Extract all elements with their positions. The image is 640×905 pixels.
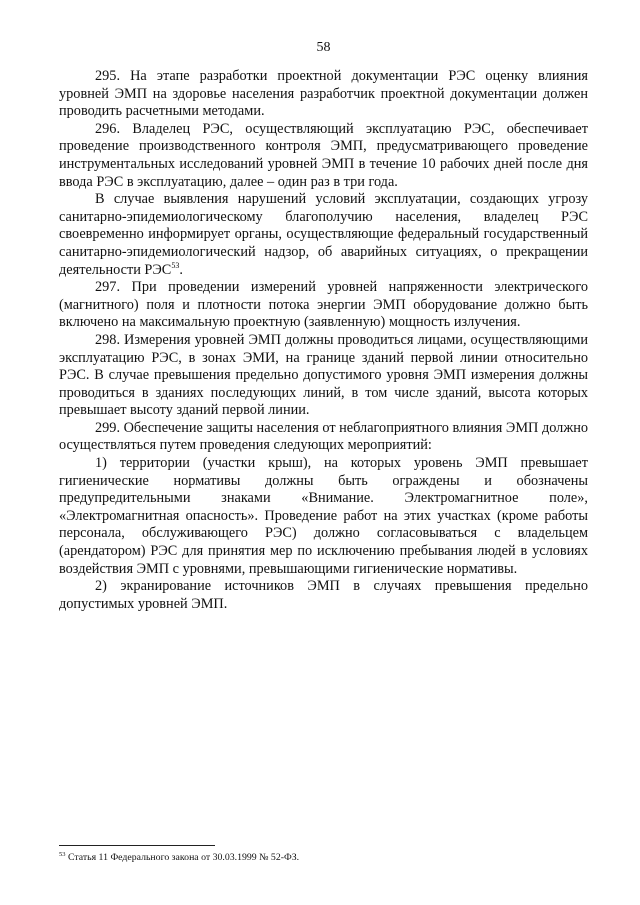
paragraph-298: 298. Измерения уровней ЭМП должны проводиться лицами, осуществляющими эксплуатацию РЭС, в зонах ЭМИ, на границе зданий первой линии относительно РЭС. В случае превышения предельно допустимого уровня ЭМП измерения должны проводиться в зданиях последующих линий, в том числе зданий, высота которых превышает высоту зданий первой линии. xyxy=(59,331,588,419)
paragraph-299-item-1: 1) территории (участки крыш), на которых уровень ЭМП превышает гигиенические нормативы должны быть ограждены и обозначены предупредительными знаками «Внимание. Электромагнитное поле», «Электромагнитная опасность». Проведение работ на этих участках (кроме работы персонала, обслуживающего РЭС) должно согласовываться с владельцем (арендатором) РЭС для принятия мер по исключению пребывания людей в условиях воздействия ЭМП с уровнями, превышающими гигиенические нормативы. xyxy=(59,455,588,577)
paragraph-296-continuation-text: В случае выявления нарушений условий эксплуатации, создающих угрозу санитарно-эпидемиологическому благополучию населения, владелец РЭС своевременно информирует органы, осуществляющие федеральный государственный санитарно-эпидемиологический надзор, об аварийных ситуациях, о прекращении деятельности РЭС xyxy=(59,191,588,278)
paragraph-295: 295. На этапе разработки проектной документации РЭС оценку влияния уровней ЭМП на здоровье населения разработчик проектной документации должен проводить расчетными методами. xyxy=(59,68,588,120)
body-text xyxy=(59,68,588,613)
footnote-reference: 53 xyxy=(171,260,180,270)
footnote xyxy=(59,852,299,864)
paragraph-299-item-2: 2) экранирование источников ЭМП в случаях превышения предельно допустимых уровней ЭМП. xyxy=(59,578,588,612)
page-number: 58 xyxy=(316,40,331,55)
paragraph-296: 296. Владелец РЭС, осуществляющий эксплуатацию РЭС, обеспечивает проведение производственного контроля ЭМП, предусматривающего проведение инструментальных исследований уровней ЭМП в течение 10 рабочих дней после дня ввода РЭС в эксплуатацию, далее – один раз в три года. xyxy=(59,120,588,190)
footnote-text: Статья 11 Федерального закона от 30.03.1999 № 52-ФЗ. xyxy=(67,852,300,863)
paragraph-296-continuation: В случае выявления нарушений условий эксплуатации, создающих угрозу санитарно-эпидемиологическому благополучию населения, владелец РЭС своевременно информирует органы, осуществляющие федеральный государственный санитарно-эпидемиологический надзор, об аварийных ситуациях, о прекращении деятельности РЭС$^{53}$. xyxy=(59,191,588,278)
paragraph-299: 299. Обеспечение защиты населения от неблагоприятного влияния ЭМП должно осуществляться путем проведения следующих мероприятий: xyxy=(59,419,588,454)
footnote-number: 53 xyxy=(59,851,66,858)
footnote-divider xyxy=(59,845,215,846)
paragraph-297: 297. При проведении измерений уровней напряженности электрического (магнитного) поля и плотности потока энергии ЭМП оборудование должно быть включено на максимальную проектную (заявленную) мощность излучения. xyxy=(59,279,588,331)
